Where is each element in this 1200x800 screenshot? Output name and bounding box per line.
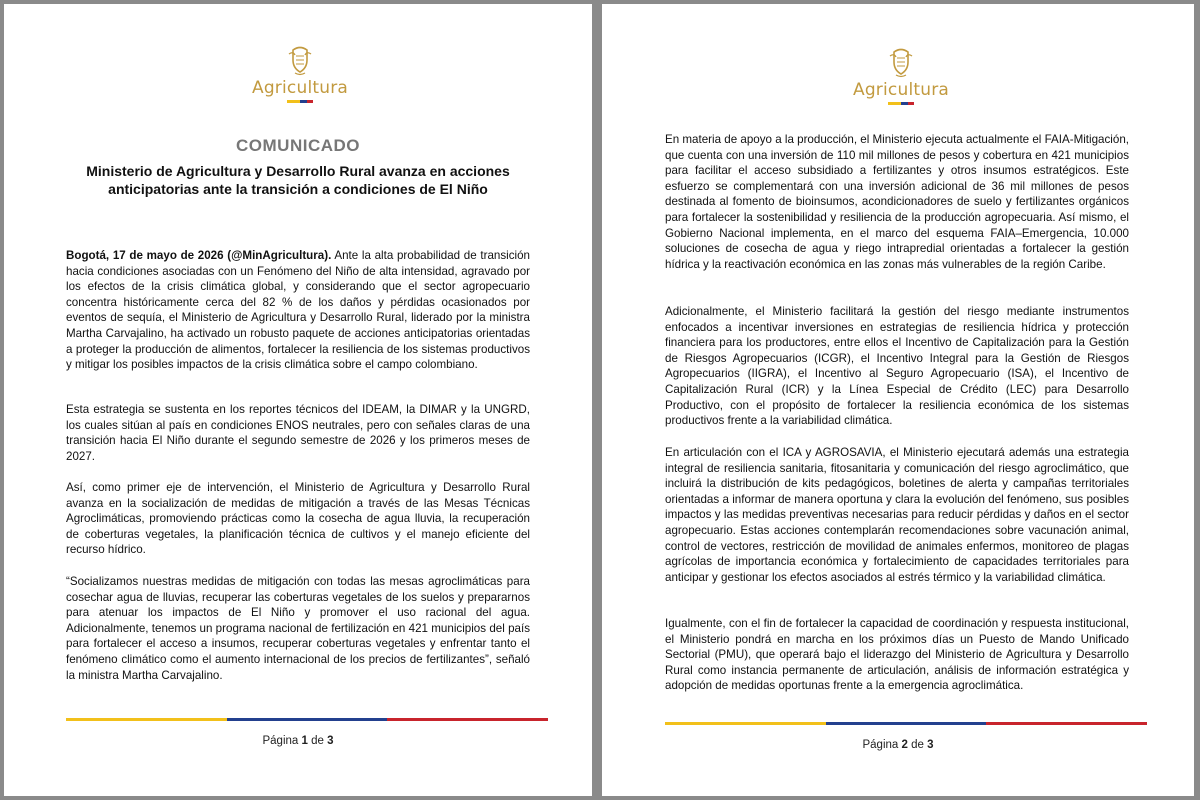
paragraph-6: Adicionalmente, el Ministerio facilitará la gestión del riesgo mediante instrumentos enfocados a incentivar inversiones en estrategias de resiliencia hídrica y protección financiera para los productores, entre ellos el Incentivo de Capitalización para la Gestión de Riesgos Agropecuarios (ICGR), el Incentivo Integral para la Gestión de Riesgos Agropecuarios (IIGRA), el Incentivo al Seguro Agropecuario (ISA), el Incentivo de Capitalización Rural (ICR) y la Línea Especial de Crédito (LEC) para Desarrollo Productivo, con el propósito de fortalecer la resiliencia económica de los sistemas productivos frente a la variabilidad climática. — [665, 305, 1129, 428]
page-number-total: 3 — [327, 735, 334, 747]
paragraph-7: En articulación con el ICA y AGROSAVIA, el Ministerio ejecutará además una estrategia integral de resiliencia sanitaria, fitosanitaria y comunicación del riesgo agroclimático, que incluirá la distribución de kits pedagógicos, boletines de alerta y campañas territoriales orientadas a informar de manera oportuna y clara la evolución del fenómeno, sus posibles impactos y las medidas preventivas necesarias para reducir pérdidas y daños en el sector agropecuario. Estas acciones contemplarán recomendaciones sobre vacunación animal, control de vectores, restricción de movilidad de animales enfermos, monitoreo de plagas agrícolas de importancia económica y fortalecimiento de capacidades territoriales para anticipar y gestionar los efectos asociados al estrés térmico y la variabilidad climática. — [665, 446, 1129, 584]
paragraph-8: Igualmente, con el fin de fortalecer la capacidad de coordinación y respuesta institucional, el Ministerio pondrá en marcha en los próximos días un Puesto de Mando Unificado Sectorial (PMU), que operará bajo el liderazgo del Ministerio de Agricultura y Desarrollo Rural como instancia permanente de articulación, análisis de información estratégica y adopción de medidas oportunas frente a la emergencia agroclimática. — [665, 617, 1129, 693]
page-number-total: 3 — [927, 739, 934, 751]
page-number-prefix: Página — [262, 735, 302, 747]
page-number — [4, 735, 592, 747]
logo-flag-stripe — [888, 102, 914, 105]
page-number-current: 2 — [901, 739, 908, 751]
paragraph-5: En materia de apoyo a la producción, el Ministerio ejecuta actualmente el FAIA-Mitigación, que cuenta con una inversión de 110 mil millones de pesos y cobertura en 421 municipios para facilitar el acceso subsidiado a fertilizantes y otros insumos estratégicos. Este esfuerzo se complementará con una inversión adicional de 36 mil millones de pesos destinada al fomento de bioinsumos, acondicionadores de suelo y fertilizantes orgánicos para fortalecer la sostenibilidad y resiliencia de la producción agropecuaria. Así mismo, el Gobierno Nacional implementa, en el marco del esquema FAIA–Emergencia, 10.000 soluciones de cosecha de agua y riego intrapredial orientadas a fortalecer la gestión hídrica y la reactivación económica en las zonas más vulnerables de la región Caribe. — [665, 133, 1129, 271]
logo-wordmark: Agricultura — [852, 80, 950, 100]
page-number-of: de — [307, 735, 328, 747]
press-release-title: Ministerio de Agricultura y Desarrollo Rural avanza en acciones anticipatorias ante la transición a condiciones de El Niño — [86, 163, 510, 197]
logo-wordmark: Agricultura — [251, 78, 349, 98]
paragraph-1 — [66, 248, 530, 373]
page-heading: COMUNICADO — [236, 136, 360, 155]
logo-flag-stripe — [287, 100, 313, 103]
page-number-prefix: Página — [862, 739, 902, 751]
ministry-logo — [240, 46, 360, 103]
page-number — [602, 739, 1194, 751]
coat-of-arms-icon — [287, 46, 313, 76]
paragraph-3: Así, como primer eje de intervención, el Ministerio de Agricultura y Desarrollo Rural avanza en la socialización de medidas de mitigación a través de las Mesas Técnicas Agroclimáticas, promoviendo prácticas como la cosecha de agua lluvia, la recuperación de coberturas vegetales, la planificación técnica de cultivos y el manejo eficiente del recurso hídrico. — [66, 481, 530, 557]
tricolor-divider — [665, 722, 1147, 725]
dateline: Bogotá, 17 de mayo de 2026 (@MinAgricultura). — [66, 249, 332, 262]
tricolor-divider — [66, 718, 548, 721]
paragraph-4-quote: “Socializamos nuestras medidas de mitigación con todas las mesas agroclimáticas para cosechar agua de lluvias, recuperar las coberturas vegetales de los suelos y prepararnos para atenuar los impactos de El Niño y promover el uso racional del agua. Adicionalmente, tenemos un programa nacional de fertilización en 421 municipios del país para fortalecer el acceso a insumos, recuperar coberturas vegetales y enfrentar tanto el fenómeno climático como el aumento internacional de los precios de fertilizantes”, señaló la ministra Martha Carvajalino. — [66, 575, 530, 682]
page-number-of: de — [907, 739, 928, 751]
document-page-1 — [4, 4, 592, 796]
coat-of-arms-icon — [888, 48, 914, 78]
document-page-2 — [602, 4, 1194, 796]
paragraph-2: Esta estrategia se sustenta en los reportes técnicos del IDEAM, la DIMAR y la UNGRD, los cuales sitúan al país en condiciones ENOS neutrales, pero con señales claras de una transición hacia El Niño durante el segundo semestre de 2026 y los primeros meses de 2027. — [66, 403, 530, 463]
ministry-logo — [841, 48, 961, 105]
paragraph-1-text: Ante la alta probabilidad de transición hacia condiciones asociadas con un Fenómeno del Niño de alta intensidad, agravado por los efectos de la crisis climática global, y considerando que el sector agropecuario concentra históricamente cerca del 82 % de los daños y pérdidas ocasionados por eventos de sequía, el Ministerio de Agricultura y Desarrollo Rural, liderado por la ministra Martha Carvajalino, ha activado un robusto paquete de acciones anticipatorias orientadas a proteger la producción de alimentos, fortalecer la resiliencia de los sistemas productivos y mitigar los posibles impactos de la crisis climática sobre el campo colombiano. — [66, 249, 530, 372]
page-number-current: 1 — [301, 735, 308, 747]
